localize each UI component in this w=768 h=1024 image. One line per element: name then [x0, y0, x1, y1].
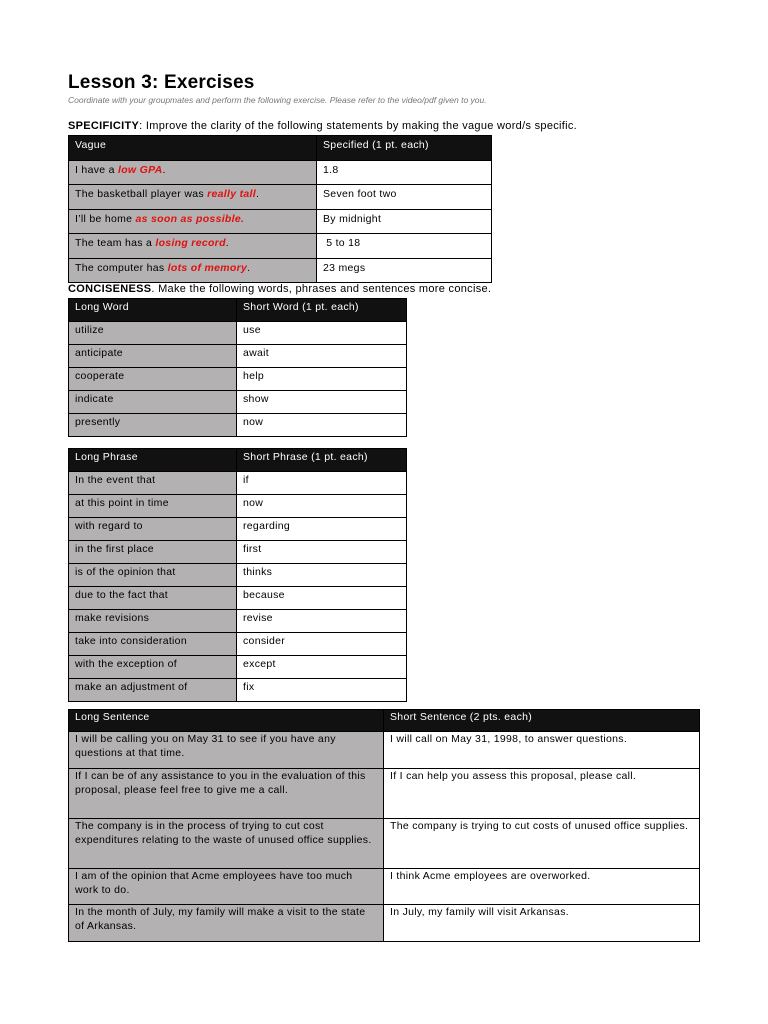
table-row — [69, 495, 407, 518]
column-header: Short Word (1 pt. each) — [237, 299, 407, 322]
long-sentence-cell: The company is in the process of trying to cut cost expenditures relating to the waste of unused office supplies. — [69, 819, 384, 869]
vague-word: as soon as possible. — [135, 212, 245, 225]
table-header-row — [69, 299, 407, 322]
phrases-table — [68, 448, 407, 702]
table-row — [69, 414, 407, 437]
table-row — [69, 869, 700, 905]
column-header: Long Word — [69, 299, 237, 322]
specified-cell: 5 to 18 — [317, 234, 492, 259]
long-sentence-cell: In the month of July, my family will make a visit to the state of Arkansas. — [69, 905, 384, 942]
vague-cell: The basketball player was really tall. — [69, 185, 317, 210]
table-row — [69, 656, 407, 679]
table-row — [69, 732, 700, 769]
short-phrase-cell: now — [237, 495, 407, 518]
long-phrase-cell: is of the opinion that — [69, 564, 237, 587]
specified-cell: By midnight — [317, 209, 492, 234]
column-header: Long Phrase — [69, 449, 237, 472]
long-phrase-cell: make revisions — [69, 610, 237, 633]
long-phrase-cell: make an adjustment of — [69, 679, 237, 702]
specificity-label: SPECIFICITY — [68, 120, 140, 132]
short-word-cell: use — [237, 322, 407, 345]
long-phrase-cell: take into consideration — [69, 633, 237, 656]
vague-cell: The computer has lots of memory. — [69, 258, 317, 283]
conciseness-heading — [68, 283, 491, 295]
long-word-cell: utilize — [69, 322, 237, 345]
table-header-row — [69, 136, 492, 161]
short-word-cell: now — [237, 414, 407, 437]
vague-cell: I have a low GPA. — [69, 160, 317, 185]
short-sentence-cell: If I can help you assess this proposal, please call. — [384, 769, 700, 819]
table-row — [69, 905, 700, 942]
short-sentence-cell: The company is trying to cut costs of unused office supplies. — [384, 819, 700, 869]
specificity-heading — [68, 120, 577, 132]
page-title: Lesson 3: Exercises — [68, 72, 255, 93]
table-row — [69, 472, 407, 495]
table-row — [69, 633, 407, 656]
short-phrase-cell: because — [237, 587, 407, 610]
short-phrase-cell: fix — [237, 679, 407, 702]
table-row — [69, 564, 407, 587]
long-phrase-cell: due to the fact that — [69, 587, 237, 610]
table-row — [69, 258, 492, 283]
long-phrase-cell: with regard to — [69, 518, 237, 541]
page-subtitle: Coordinate with your groupmates and perform the following exercise. Please refer to the video/pdf given to you. — [68, 95, 487, 105]
specified-cell: 1.8 — [317, 160, 492, 185]
vague-word: really tall — [207, 188, 256, 200]
vague-cell: I’ll be home as soon as possible. — [69, 209, 317, 234]
conciseness-instruction: . Make the following words, phrases and sentences more concise. — [151, 283, 492, 295]
column-header: Short Sentence (2 pts. each) — [384, 710, 700, 732]
specificity-table — [68, 135, 492, 283]
short-phrase-cell: first — [237, 541, 407, 564]
table-row — [69, 587, 407, 610]
short-word-cell: await — [237, 345, 407, 368]
table-row — [69, 819, 700, 869]
table-row — [69, 160, 492, 185]
sentences-table — [68, 709, 700, 942]
short-phrase-cell: revise — [237, 610, 407, 633]
table-row — [69, 209, 492, 234]
long-phrase-cell: with the exception of — [69, 656, 237, 679]
table-row — [69, 391, 407, 414]
column-header: Short Phrase (1 pt. each) — [237, 449, 407, 472]
long-word-cell: cooperate — [69, 368, 237, 391]
table-row — [69, 679, 407, 702]
long-word-cell: presently — [69, 414, 237, 437]
table-row — [69, 345, 407, 368]
long-word-cell: anticipate — [69, 345, 237, 368]
table-header-row — [69, 710, 700, 732]
short-phrase-cell: consider — [237, 633, 407, 656]
short-phrase-cell: thinks — [237, 564, 407, 587]
table-row — [69, 322, 407, 345]
long-phrase-cell: In the event that — [69, 472, 237, 495]
table-row — [69, 610, 407, 633]
short-phrase-cell: except — [237, 656, 407, 679]
table-row — [69, 541, 407, 564]
specified-cell: 23 megs — [317, 258, 492, 283]
vague-word: losing record — [155, 237, 226, 249]
vague-cell: The team has a losing record. — [69, 234, 317, 259]
column-header: Specified (1 pt. each) — [317, 136, 492, 161]
long-sentence-cell: I am of the opinion that Acme employees have too much work to do. — [69, 869, 384, 905]
vague-word: lots of memory — [167, 261, 248, 274]
column-header: Long Sentence — [69, 710, 384, 732]
vague-word: low GPA — [117, 163, 163, 176]
column-header: Vague — [69, 136, 317, 161]
specificity-instruction: : Improve the clarity of the following statements by making the vague word/s specific. — [139, 120, 578, 132]
long-phrase-cell: in the first place — [69, 541, 237, 564]
table-row — [69, 185, 492, 210]
long-sentence-cell: If I can be of any assistance to you in the evaluation of this proposal, please feel free to give me a call. — [69, 769, 384, 819]
long-word-cell: indicate — [69, 391, 237, 414]
table-header-row — [69, 449, 407, 472]
table-row — [69, 769, 700, 819]
specified-cell: Seven foot two — [317, 185, 492, 210]
long-sentence-cell: I will be calling you on May 31 to see if you have any questions at that time. — [69, 732, 384, 769]
short-sentence-cell: In July, my family will visit Arkansas. — [384, 905, 700, 942]
short-phrase-cell: if — [237, 472, 407, 495]
short-word-cell: help — [237, 368, 407, 391]
short-sentence-cell: I will call on May 31, 1998, to answer questions. — [384, 732, 700, 769]
long-phrase-cell: at this point in time — [69, 495, 237, 518]
words-table — [68, 298, 407, 437]
conciseness-label: CONCISENESS — [68, 283, 152, 295]
short-phrase-cell: regarding — [237, 518, 407, 541]
short-word-cell: show — [237, 391, 407, 414]
short-sentence-cell: I think Acme employees are overworked. — [384, 869, 700, 905]
table-row — [69, 234, 492, 259]
table-row — [69, 368, 407, 391]
table-row — [69, 518, 407, 541]
